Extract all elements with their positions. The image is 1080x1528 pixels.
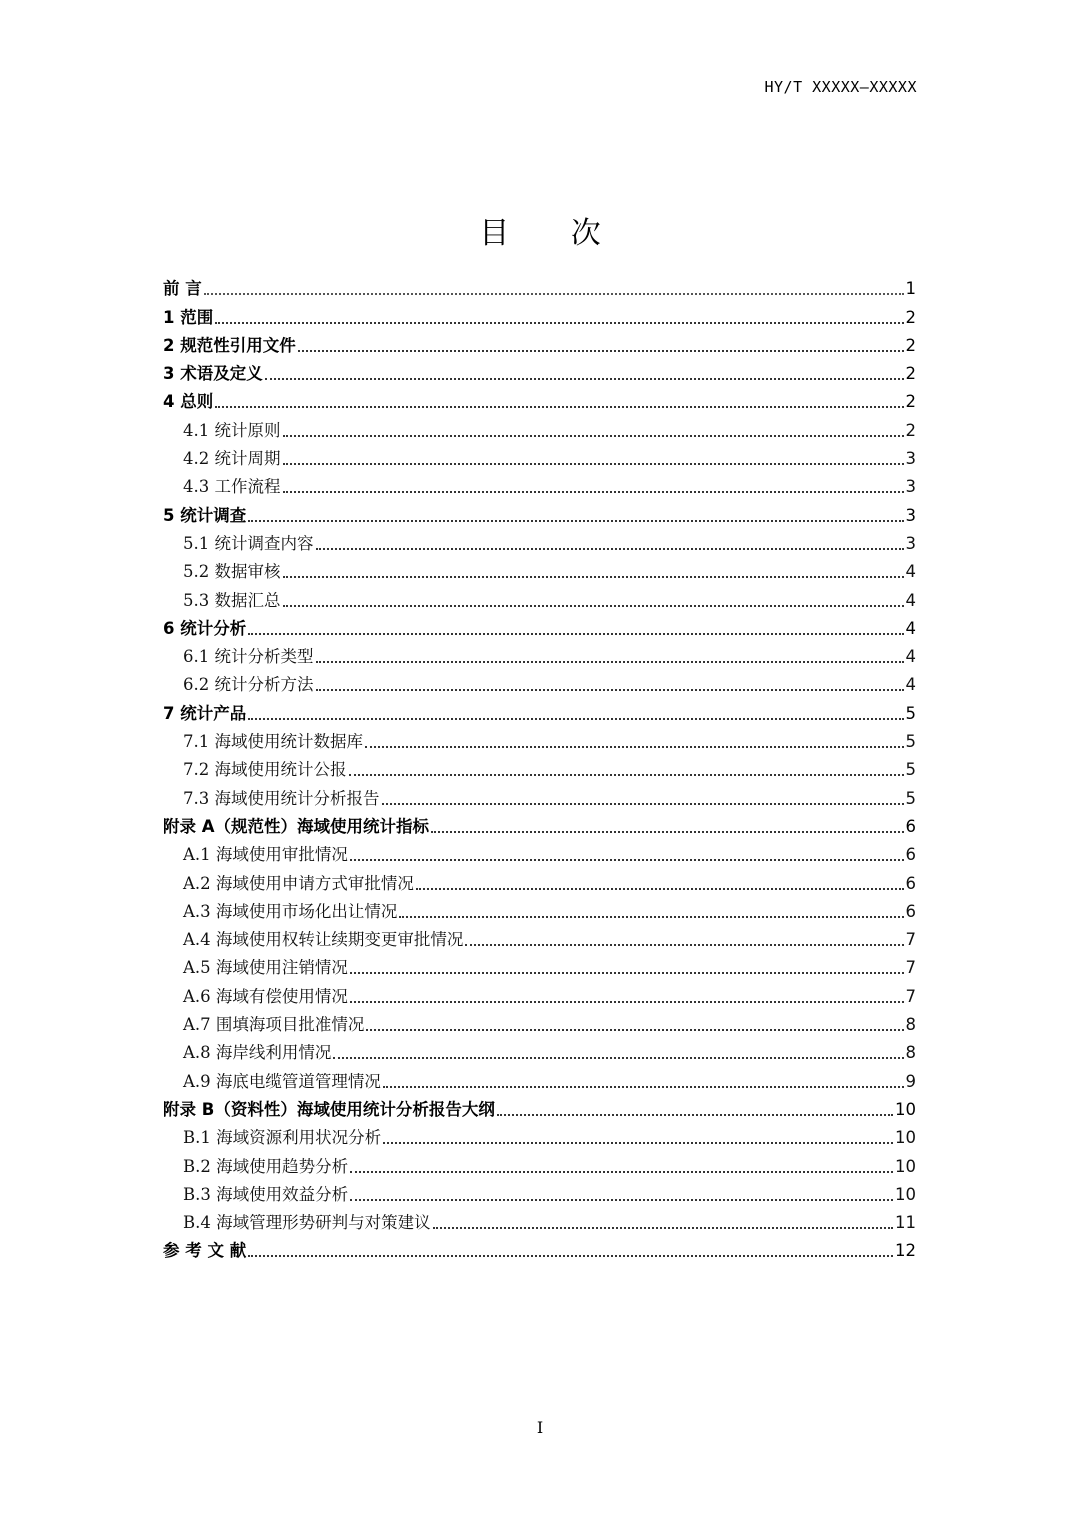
toc-entry-page: 7: [905, 930, 916, 950]
toc-entry-label: B.1 海域资源利用状况分析: [183, 1128, 382, 1148]
toc-entry-label: 6 统计分析: [163, 618, 247, 638]
toc-entry[interactable]: [163, 385, 916, 413]
toc-dot-leader: [399, 916, 903, 918]
toc-dot-leader: [349, 774, 904, 776]
toc-dot-leader: [283, 463, 904, 465]
toc-entry-label: 4.1 统计原则: [183, 420, 281, 440]
table-of-contents: [163, 272, 916, 1262]
page-title: 目 次: [479, 216, 627, 251]
toc-dot-leader: [248, 633, 903, 635]
toc-dot-leader: [316, 548, 904, 550]
toc-entry-page: 3: [905, 533, 916, 553]
toc-dot-leader: [431, 831, 903, 833]
toc-entry-page: 3: [905, 477, 916, 497]
toc-entry[interactable]: [163, 1064, 916, 1092]
toc-dot-leader: [248, 1255, 893, 1257]
toc-entry-page: 10: [895, 1184, 916, 1204]
toc-entry-label: 参 考 文 献: [163, 1241, 247, 1261]
toc-dot-leader: [433, 1227, 893, 1229]
toc-entry[interactable]: [163, 781, 916, 809]
toc-entry-page: 7: [905, 958, 916, 978]
toc-dot-leader: [316, 661, 904, 663]
toc-dot-leader: [497, 1114, 893, 1116]
toc-dot-leader: [416, 888, 904, 890]
toc-dot-leader: [383, 1142, 893, 1144]
toc-entry-page: 6: [905, 901, 916, 921]
toc-entry-page: 10: [895, 1099, 916, 1119]
toc-entry-page: 6: [905, 873, 916, 893]
page-number: I: [536, 1418, 544, 1437]
toc-entry-label: A.4 海域使用权转让续期变更审批情况: [183, 930, 464, 950]
toc-entry-page: 2: [905, 364, 916, 384]
toc-entry-label: 4.2 统计周期: [183, 449, 281, 469]
document-code: HY/T XXXXX—XXXXX: [764, 78, 917, 96]
toc-entry-label: 附录 A（规范性）海域使用统计指标: [163, 816, 430, 836]
toc-entry-page: 4: [905, 647, 916, 667]
toc-entry[interactable]: [163, 1178, 916, 1206]
toc-dot-leader: [350, 1001, 904, 1003]
toc-entry[interactable]: [163, 442, 916, 470]
toc-entry-label: 1 范围: [163, 307, 214, 327]
toc-entry-label: A.6 海域有偿使用情况: [183, 986, 348, 1006]
toc-entry[interactable]: [163, 1149, 916, 1177]
toc-entry-page: 2: [905, 420, 916, 440]
toc-dot-leader: [283, 435, 904, 437]
toc-entry[interactable]: [163, 1206, 916, 1234]
toc-entry-label: 7 统计产品: [163, 703, 247, 723]
toc-entry[interactable]: [163, 923, 916, 951]
toc-entry-label: 5.1 统计调查内容: [183, 533, 314, 553]
toc-dot-leader: [333, 1057, 903, 1059]
toc-entry-page: 9: [905, 1071, 916, 1091]
toc-entry[interactable]: [163, 810, 916, 838]
toc-entry-label: A.1 海域使用审批情况: [183, 845, 348, 865]
toc-dot-leader: [465, 944, 903, 946]
toc-entry-page: 2: [905, 307, 916, 327]
toc-dot-leader: [383, 1086, 904, 1088]
toc-entry-label: A.2 海域使用申请方式审批情况: [183, 873, 414, 893]
toc-dot-leader: [350, 1199, 893, 1201]
toc-entry[interactable]: [163, 413, 916, 441]
toc-dot-leader: [215, 406, 903, 408]
toc-dot-leader: [204, 293, 904, 295]
toc-entry-label: 3 术语及定义: [163, 364, 263, 384]
toc-entry-page: 4: [905, 675, 916, 695]
toc-entry-label: 7.2 海域使用统计公报: [183, 760, 347, 780]
toc-entry-page: 3: [905, 505, 916, 525]
toc-entry-page: 5: [905, 703, 916, 723]
toc-entry-label: B.2 海域使用趋势分析: [183, 1156, 349, 1176]
toc-entry-label: 附录 B（资料性）海域使用统计分析报告大纲: [163, 1099, 495, 1119]
toc-entry-label: 6.1 统计分析类型: [183, 647, 314, 667]
toc-entry-label: B.4 海域管理形势研判与对策建议: [183, 1213, 431, 1233]
toc-dot-leader: [265, 378, 904, 380]
toc-entry[interactable]: [163, 640, 916, 668]
toc-dot-leader: [248, 718, 903, 720]
toc-entry-label: A.5 海域使用注销情况: [183, 958, 348, 978]
toc-entry-page: 5: [905, 732, 916, 752]
toc-entry[interactable]: [163, 498, 916, 526]
toc-entry-page: 8: [905, 1015, 916, 1035]
toc-entry[interactable]: [163, 1093, 916, 1121]
toc-entry-label: B.3 海域使用效益分析: [183, 1184, 349, 1204]
toc-entry[interactable]: [163, 979, 916, 1007]
toc-entry[interactable]: [163, 612, 916, 640]
toc-entry-page: 4: [905, 590, 916, 610]
toc-entry-page: 4: [905, 618, 916, 638]
toc-entry-page: 10: [895, 1128, 916, 1148]
toc-entry-label: 6.2 统计分析方法: [183, 675, 314, 695]
toc-dot-leader: [365, 746, 904, 748]
toc-entry[interactable]: [163, 329, 916, 357]
toc-entry[interactable]: [163, 696, 916, 724]
toc-entry[interactable]: [163, 527, 916, 555]
toc-entry-label: A.7 围填海项目批准情况: [183, 1015, 365, 1035]
toc-entry[interactable]: [163, 583, 916, 611]
toc-entry-label: 5.2 数据审核: [183, 562, 281, 582]
toc-entry[interactable]: [163, 895, 916, 923]
toc-entry-label: 前 言: [163, 279, 202, 299]
toc-entry-page: 2: [905, 392, 916, 412]
toc-entry-label: 7.1 海域使用统计数据库: [183, 732, 363, 752]
toc-entry-page: 11: [895, 1213, 916, 1233]
toc-dot-leader: [283, 605, 904, 607]
toc-entry[interactable]: [163, 725, 916, 753]
toc-entry-page: 7: [905, 986, 916, 1006]
toc-entry-page: 4: [905, 562, 916, 582]
toc-entry-label: 4 总则: [163, 392, 214, 412]
toc-entry-page: 6: [905, 845, 916, 865]
toc-entry[interactable]: [163, 951, 916, 979]
toc-entry-label: 5 统计调查: [163, 505, 247, 525]
toc-entry-label: 5.3 数据汇总: [183, 590, 281, 610]
toc-entry[interactable]: [163, 1234, 916, 1262]
toc-entry-page: 8: [905, 1043, 916, 1063]
toc-entry-label: 2 规范性引用文件: [163, 335, 296, 355]
toc-entry-page: 6: [905, 816, 916, 836]
toc-dot-leader: [350, 972, 904, 974]
toc-dot-leader: [298, 350, 904, 352]
toc-dot-leader: [350, 1171, 893, 1173]
toc-entry[interactable]: [163, 838, 916, 866]
toc-entry[interactable]: [163, 866, 916, 894]
toc-dot-leader: [382, 803, 904, 805]
toc-dot-leader: [283, 491, 904, 493]
toc-entry[interactable]: [163, 1121, 916, 1149]
toc-dot-leader: [248, 520, 903, 522]
toc-entry[interactable]: [163, 470, 916, 498]
toc-entry-label: 7.3 海域使用统计分析报告: [183, 788, 380, 808]
toc-dot-leader: [283, 576, 904, 578]
toc-entry[interactable]: [163, 1008, 916, 1036]
toc-entry-label: A.8 海岸线利用情况: [183, 1043, 332, 1063]
toc-entry[interactable]: [163, 357, 916, 385]
toc-entry[interactable]: [163, 300, 916, 328]
toc-dot-leader: [316, 689, 904, 691]
toc-entry[interactable]: [163, 668, 916, 696]
toc-entry-page: 12: [895, 1241, 916, 1261]
toc-entry[interactable]: [163, 1036, 916, 1064]
toc-entry-page: 3: [905, 449, 916, 469]
toc-entry-label: A.3 海域使用市场化出让情况: [183, 901, 398, 921]
toc-dot-leader: [350, 859, 904, 861]
toc-dot-leader: [215, 322, 903, 324]
toc-entry-label: 4.3 工作流程: [183, 477, 281, 497]
toc-entry-page: 2: [905, 335, 916, 355]
toc-entry[interactable]: [163, 272, 916, 300]
toc-entry-page: 1: [905, 279, 916, 299]
toc-entry[interactable]: [163, 555, 916, 583]
toc-entry-page: 5: [905, 760, 916, 780]
toc-entry[interactable]: [163, 753, 916, 781]
toc-entry-label: A.9 海底电缆管道管理情况: [183, 1071, 381, 1091]
toc-entry-page: 10: [895, 1156, 916, 1176]
toc-entry-page: 5: [905, 788, 916, 808]
toc-dot-leader: [366, 1029, 903, 1031]
